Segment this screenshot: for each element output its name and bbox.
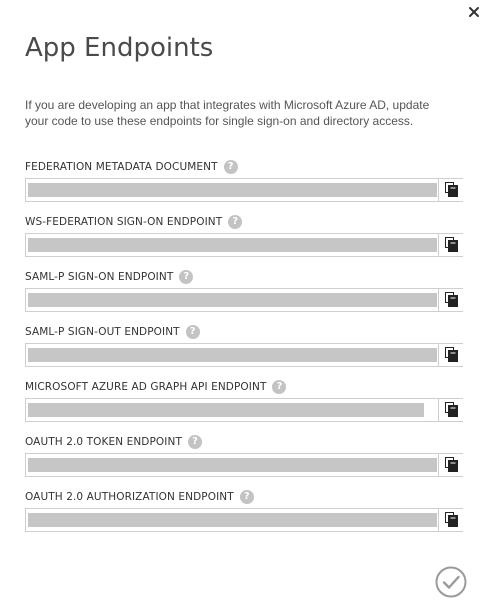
help-icon[interactable]: ? [186,325,200,339]
endpoint-label: OAUTH 2.0 AUTHORIZATION ENDPOINT [25,491,234,503]
endpoint-url-field[interactable] [25,508,463,532]
endpoint-url-field[interactable] [25,453,463,477]
confirm-button[interactable] [435,566,467,598]
endpoint-label-row [25,379,286,395]
endpoint-url-field[interactable] [25,178,463,202]
endpoint-label: OAUTH 2.0 TOKEN ENDPOINT [25,436,182,448]
endpoint-label: SAML-P SIGN-ON ENDPOINT [25,271,174,283]
close-icon [466,4,482,20]
copy-icon [445,237,458,252]
endpoint-label: FEDERATION METADATA DOCUMENT [25,161,218,173]
endpoint-url-field[interactable] [25,398,463,422]
endpoint-label-row [25,159,238,175]
endpoint-label-row [25,434,202,450]
endpoint-label: MICROSOFT AZURE AD GRAPH API ENDPOINT [25,381,267,393]
close-button[interactable] [466,4,482,20]
endpoint-url-field[interactable] [25,343,463,367]
help-icon[interactable]: ? [224,160,238,174]
endpoint-url-field[interactable] [25,233,463,257]
endpoint-url-value[interactable] [28,183,437,197]
copy-button[interactable] [438,234,464,256]
endpoint-label: WS-FEDERATION SIGN-ON ENDPOINT [25,216,223,228]
endpoint-url-value[interactable] [28,238,437,252]
help-icon[interactable]: ? [240,490,254,504]
endpoint-url-value[interactable] [28,513,437,527]
copy-icon [445,347,458,362]
endpoint-label-row [25,269,193,285]
help-icon[interactable]: ? [188,435,202,449]
copy-icon [445,402,458,417]
copy-button[interactable] [438,454,464,476]
copy-button[interactable] [438,399,464,421]
dialog-title: App Endpoints [25,33,214,63]
endpoint-url-field[interactable] [25,288,463,312]
help-icon[interactable]: ? [179,270,193,284]
copy-icon [445,512,458,527]
copy-button[interactable] [438,509,464,531]
endpoint-url-value[interactable] [28,403,424,417]
copy-button[interactable] [438,289,464,311]
endpoint-label: SAML-P SIGN-OUT ENDPOINT [25,326,180,338]
endpoint-url-value[interactable] [28,348,437,362]
copy-icon [445,182,458,197]
endpoint-label-row [25,214,242,230]
endpoint-url-value[interactable] [28,458,437,472]
endpoint-label-row [25,324,200,340]
dialog-description: If you are developing an app that integrates with Microsoft Azure AD, update your code to use these endpoints for single sign-on and directory access. [25,98,430,128]
copy-button[interactable] [438,179,464,201]
copy-button[interactable] [438,344,464,366]
copy-icon [445,292,458,307]
endpoint-url-value[interactable] [28,293,437,307]
help-icon[interactable]: ? [272,380,286,394]
checkmark-icon [435,566,467,598]
copy-icon [445,457,458,472]
help-icon[interactable]: ? [228,215,242,229]
endpoint-label-row [25,489,254,505]
